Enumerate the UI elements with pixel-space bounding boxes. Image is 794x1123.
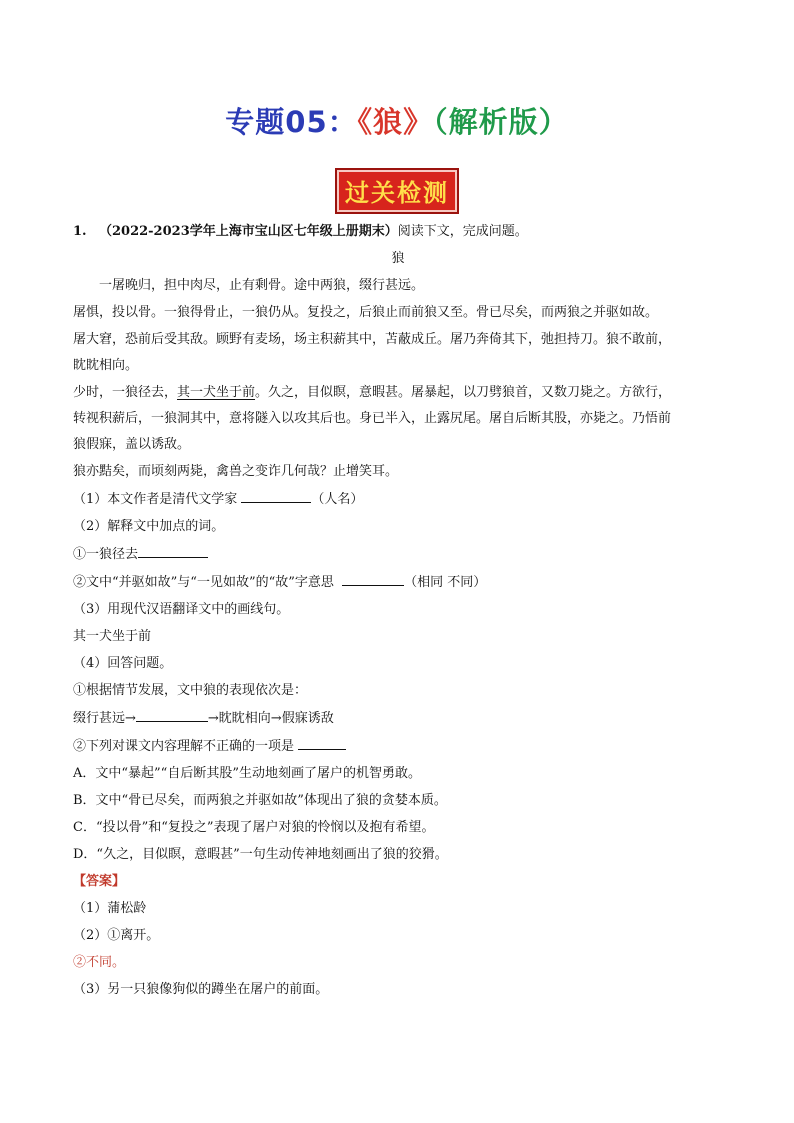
- sub-question-4a-chain: [73, 708, 723, 729]
- passage-paragraph-3-line-2: 眈眈相向。: [73, 358, 139, 373]
- option-d: D．“久之，目似瞑，意暇甚”一句生动传神地刻画出了狼的狡猾。: [73, 847, 448, 862]
- page-title: [0, 100, 794, 141]
- section-badge: 过关检测: [335, 168, 459, 214]
- question-source: （2022-2023学年上海市宝山区七年级上册期末）: [98, 224, 398, 239]
- question-content: [73, 222, 723, 1000]
- q2b-blank: [342, 572, 404, 586]
- passage-paragraph-4-line-2: 转视积薪后，一狼洞其中，意将隧入以攻其后也。身已半入，止露尻尾。屠自后断其股，亦毙之。乃悟前: [73, 411, 672, 426]
- chain-pre: 缀行甚远→: [73, 711, 136, 726]
- passage-paragraph-4-line-3: 狼假寐，盖以诱敌。: [73, 437, 191, 452]
- option-c: C．“投以骨”和“复投之”表现了屠户对狼的怜悯以及抱有希望。: [73, 820, 435, 835]
- passage-paragraph-1: 一屠晚归，担中肉尽，止有剩骨。途中两狼，缀行甚远。: [99, 278, 425, 293]
- passage-paragraph-5: 狼亦黠矣，而顷刻两毙，禽兽之变诈几何哉？止增笑耳。: [73, 464, 399, 479]
- q1-blank: [241, 489, 311, 503]
- answer-2b: ②不同。: [73, 955, 126, 970]
- sub-question-2: （2）解释文中加点的词。: [73, 519, 225, 534]
- answer-3: （3）另一只狼像狗似的蹲坐在屠户的前面。: [73, 982, 329, 997]
- passage-paragraph-4-line-1: [73, 383, 723, 403]
- section-badge-wrap: [0, 168, 794, 214]
- underlined-sentence: 其一犬坐于前: [177, 385, 256, 400]
- chain-post: →眈眈相向→假寐诱敌: [207, 711, 334, 726]
- passage-paragraph-3-line-1: 屠大窘，恐前后受其敌。顾野有麦场，场主积薪其中，苫蔽成丘。屠乃奔倚其下，弛担持刀。狼不敢前，: [73, 332, 672, 347]
- sub-question-2a: [73, 544, 723, 565]
- passage-paragraph-3: [73, 330, 723, 376]
- q2a-blank: [138, 544, 208, 558]
- q4b-text: ②下列对课文内容理解不正确的一项是: [73, 739, 299, 754]
- option-a: A．文中“暴起”“自后断其股”生动地刻画了屠户的机智勇敢。: [73, 766, 421, 781]
- chain-blank: [136, 708, 208, 722]
- passage-paragraph-4: [73, 383, 723, 455]
- q2b-hint: （相同 不同）: [404, 575, 487, 590]
- sub-question-4: （4）回答问题。: [73, 656, 173, 671]
- title-work: 《狼》: [357, 105, 434, 139]
- p4-pre: 少时，一狼径去，: [73, 385, 178, 400]
- passage-paragraph-2: 屠惧，投以骨。一狼得骨止，一狼仍从。复投之，后狼止而前狼又至。骨已尽矣，而两狼之并驱如故。: [73, 305, 659, 320]
- q2a-text: ①一狼径去: [73, 547, 139, 562]
- sub-question-2b: [73, 572, 723, 593]
- passage-title: 狼: [391, 251, 405, 266]
- sub-question-3-sentence: 其一犬坐于前: [73, 629, 152, 644]
- sub-question-3: （3）用现代汉语翻译文中的画线句。: [73, 602, 290, 617]
- sub-question-4a: ①根据情节发展，文中狼的表现依次是：: [73, 683, 308, 698]
- sub-question-4b: [73, 736, 723, 757]
- title-edition: （解析版）: [433, 105, 569, 139]
- answer-2a: （2）①离开。: [73, 928, 160, 943]
- sub-question-1: [73, 489, 723, 510]
- q2b-text: ②文中“并驱如故”与“一见如故”的“故”字意思: [73, 575, 339, 590]
- title-topic: 专题05：: [225, 105, 358, 139]
- p4-post: 。久之，目似瞑，意暇甚。屠暴起，以刀劈狼首，又数刀毙之。方欲行，: [255, 385, 672, 400]
- option-b: B．文中“骨已尽矣，而两狼之并驱如故”体现出了狼的贪婪本质。: [73, 793, 447, 808]
- q4b-blank: [298, 736, 346, 750]
- question-instruction: 阅读下文，完成问题。: [397, 224, 528, 239]
- answer-1: （1）蒲松龄: [73, 901, 147, 916]
- answer-heading: 【答案】: [73, 874, 126, 889]
- question-header: [73, 222, 723, 242]
- q1-text: （1）本文作者是清代文学家: [73, 492, 242, 507]
- q1-hint: （人名）: [311, 492, 364, 507]
- question-number: 1.: [73, 224, 87, 239]
